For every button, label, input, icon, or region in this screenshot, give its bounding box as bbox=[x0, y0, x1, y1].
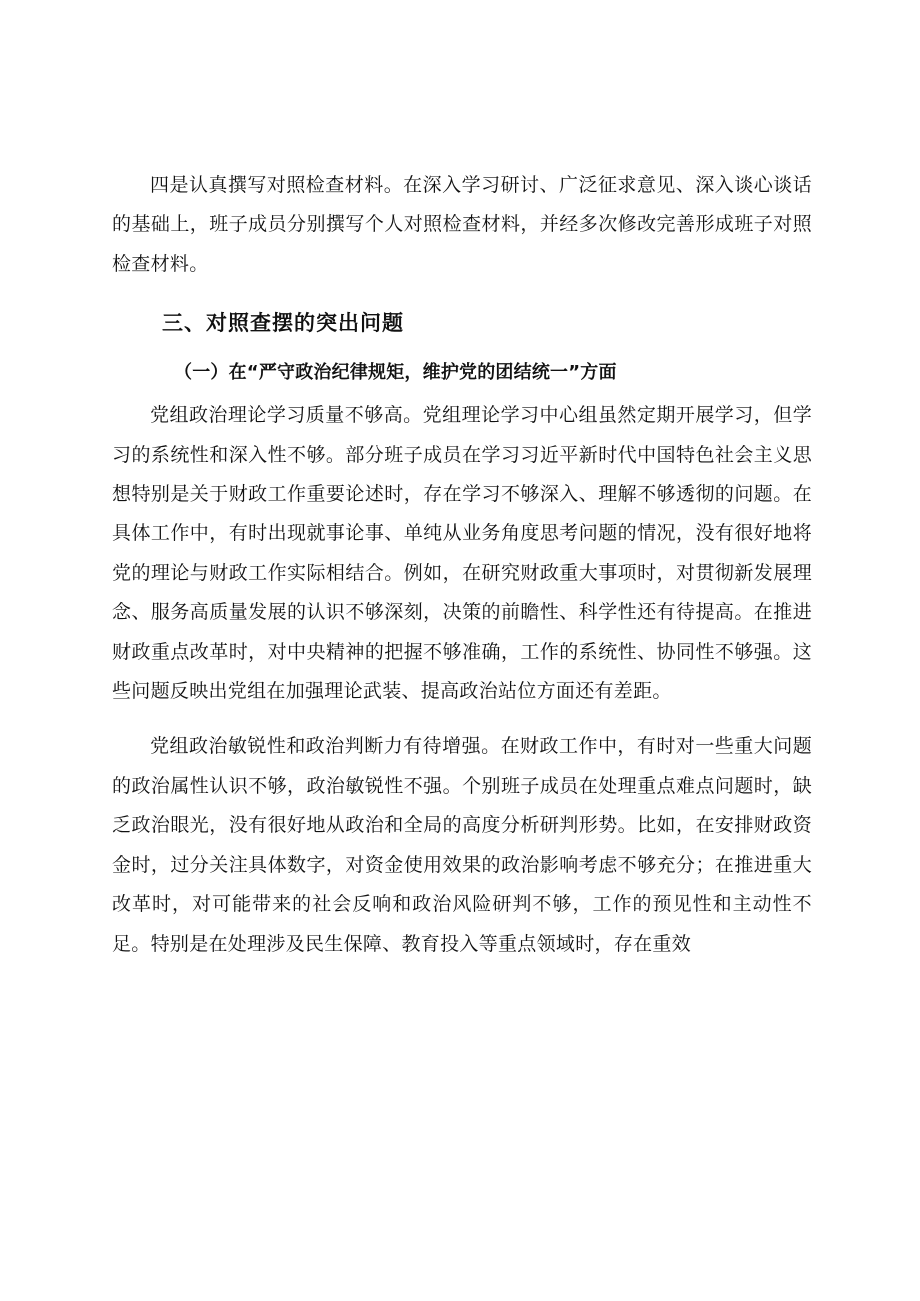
paragraph-theory-study: 党组政治理论学习质量不够高。党组理论学习中心组虽然定期开展学习，但学习的系统性和深入性不够。部分班子成员在学习习近平新时代中国特色社会主义思想特别是关于财政工作重要论述时，存在学习不够深入、理解不够透彻的问题。在具体工作中，有时出现就事论事、单纯从业务角度思考问题的情况，没有很好地将党的理论与财政工作实际相结合。例如，在研究财政重大事项时，对贯彻新发展理念、服务高质量发展的认识不够深刻，决策的前瞻性、科学性还有待提高。在推进财政重点改革时，对中央精神的把握不够准确，工作的系统性、协同性不够强。这些问题反映出党组在加强理论武装、提高政治站位方面还有差距。 bbox=[112, 404, 812, 703]
paragraph-material-writing: 四是认真撰写对照检查材料。在深入学习研讨、广泛征求意见、深入谈心谈话的基础上，班子成员分别撰写个人对照检查材料，并经多次修改完善形成班子对照检查材料。 bbox=[112, 174, 812, 275]
document-body bbox=[112, 166, 812, 964]
sub-heading: （一）在“严守政治纪律规矩，维护党的团结统一”方面 bbox=[174, 362, 617, 384]
section-heading: 三、对照查摆的突出问题 bbox=[162, 311, 404, 336]
paragraph-political-sensitivity: 党组政治敏锐性和政治判断力有待增强。在财政工作中，有时对一些重大问题的政治属性认识不够，政治敏锐性不强。个别班子成员在处理重点难点问题时，缺乏政治眼光，没有很好地从政治和全局的高度分析研判形势。比如，在安排财政资金时，过分关注具体数字，对资金使用效果的政治影响考虑不够充分；在推进重大改革时，对可能带来的社会反响和政治风险研判不够，工作的预见性和主动性不足。特别是在处理涉及民生保障、教育投入等重点领域时，存在重效 bbox=[112, 735, 812, 955]
